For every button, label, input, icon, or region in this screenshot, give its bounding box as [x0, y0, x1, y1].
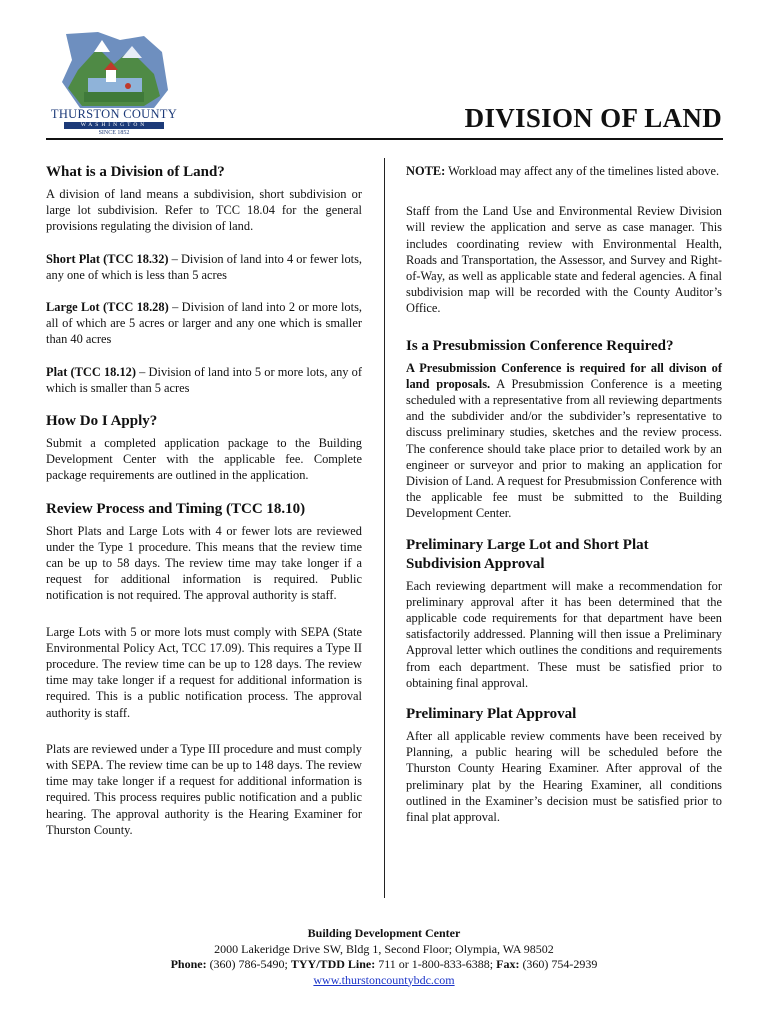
preliminary-plat-paragraph: After all applicable review comments have been received by Planning, a public hearing will be scheduled before the Thurston County Hearing Examiner. After approval of the preliminary plat by the Hearing Examiner, all conditions outlined in the Examiner’s decision must be satisfied prior to final plat approval. [406, 729, 722, 825]
staff-paragraph: Staff from the Land Use and Environmental Review Division will review the application and serve as case manager. This includes coordinating review with Environmental Health, Roads and Transportation, the Assessor, and Survey and Right-of-Way, as well as applicable state and federal agencies. A final subdivision map will be recorded with the County Auditor’s Office. [406, 204, 722, 316]
county-seal-icon [58, 30, 170, 110]
tty-number: 711 or 1-800-833-6388; [375, 957, 497, 971]
note-text: Workload may affect any of the timelines listed above. [445, 164, 720, 178]
logo-county-name: THURSTON COUNTY [50, 107, 178, 121]
fax-number: (360) 754-2939 [519, 957, 598, 971]
short-plat-definition [46, 251, 362, 283]
logo-state-band: WASHINGTON [64, 122, 164, 129]
note-label: NOTE: [406, 164, 446, 178]
note-paragraph [406, 163, 722, 179]
right-column [406, 163, 722, 841]
footer-contacts [0, 957, 768, 973]
footer-org: Building Development Center [307, 926, 461, 940]
heading-what-is-division: What is a Division of Land? [46, 164, 225, 180]
logo-since: SINCE 1852 [98, 130, 130, 136]
review-type1-paragraph: Short Plats and Large Lots with 4 or fewer lots are reviewed under the Type 1 procedure. This means that the review time can be up to 58 days. The review time may take longer if a request for additional information is required. Public notification is not required. The approval authority is staff. [46, 523, 362, 603]
short-plat-term: Short Plat (TCC 18.32) [46, 251, 169, 266]
presubmission-paragraph [406, 360, 722, 522]
large-lot-text: – Division of land into 2 or more lots, all of which are 5 acres or larger and any one which is smaller than 40 acres [46, 300, 362, 347]
plat-definition [46, 364, 362, 396]
footer-address: 2000 Lakeridge Drive SW, Bldg 1, Second Floor; Olympia, WA 98502 [214, 941, 554, 956]
heading-how-apply: How Do I Apply? [46, 413, 158, 430]
presubmission-text: A Presubmission Conference is a meeting scheduled with a representative from all reviewing departments and the subdivider and/or the subdivider’s representative to discuss preliminary studies, sketches and the review process. The conference should take place prior to detailed work by an engineer or surveyor and prior to making an application for Division of Land. A request for Presubmission Conference with the applicable fee must be submitted to the Building Development Center. [406, 376, 722, 521]
review-type3-paragraph: Plats are reviewed under a Type III procedure and must comply with SEPA. The review time can be up to 148 days. The review time may take longer if a request for additional information is required. This process requires public notification and a public hearing. The approval authority is the Hearing Examiner for Thurston County. [46, 741, 362, 837]
intro-paragraph: A division of land means a subdivision, short subdivision or large lot subdivision. Refer to TCC 18.04 for the general provisions regulating the division of land. [46, 187, 362, 234]
column-divider [384, 158, 385, 898]
heading-preliminary-plat: Preliminary Plat Approval [406, 706, 577, 723]
short-plat-text: – Division of land into 4 or fewer lots, any one of which is less than 5 acres [46, 251, 362, 282]
preliminary-large-lot-paragraph: Each reviewing department will make a recommendation for preliminary approval after it has been determined that the applicable code requirements for that department have been satisfactorily addressed. Planning will then issue a Preliminary Approval letter which outlines the conditions and requirements from each department. These must be satisfied prior to obtaining final approval. [406, 578, 722, 690]
phone-label: Phone: [170, 957, 207, 971]
tty-label: TYY/TDD Line: [290, 957, 376, 971]
heading-review-process: Review Process and Timing (TCC 18.10) [46, 500, 306, 517]
heading-preliminary-large-lot: Preliminary Large Lot and Short Plat Subdivision Approval [406, 536, 649, 572]
fax-label: Fax: [496, 957, 520, 971]
heading-presubmission: Is a Presubmission Conference Required? [406, 337, 674, 354]
review-type2-paragraph: Large Lots with 5 or more lots must comply with SEPA (State Environmental Policy Act, TCC 17.09). This requires a Type II procedure. The review time can be up to 128 days. The review time may take longer if a request for additional information is required. This is a public notification process. The approval authority is staff. [46, 624, 362, 720]
document-title: DIVISION OF LAND [464, 103, 722, 133]
county-logo [46, 30, 182, 140]
apply-paragraph: Submit a completed application package to the Building Development Center with the applicable fee. Complete package requirements are outlined in the application. [46, 436, 362, 483]
large-lot-term: Large Lot (TCC 18.28) [46, 300, 169, 315]
large-lot-definition [46, 299, 362, 348]
plat-text: – Division of land into 5 or more lots, any of which is smaller than 5 acres [46, 364, 362, 395]
website-link[interactable]: www.thurstoncountybdc.com [313, 972, 455, 987]
plat-term: Plat (TCC 18.12) [46, 364, 136, 379]
phone-number: (360) 786-5490; [206, 957, 291, 971]
left-column [46, 163, 362, 854]
footer [0, 926, 768, 988]
title-rule [46, 138, 723, 140]
presubmission-required: A Presubmission Conference is required for all divison of land proposals. [406, 360, 722, 391]
